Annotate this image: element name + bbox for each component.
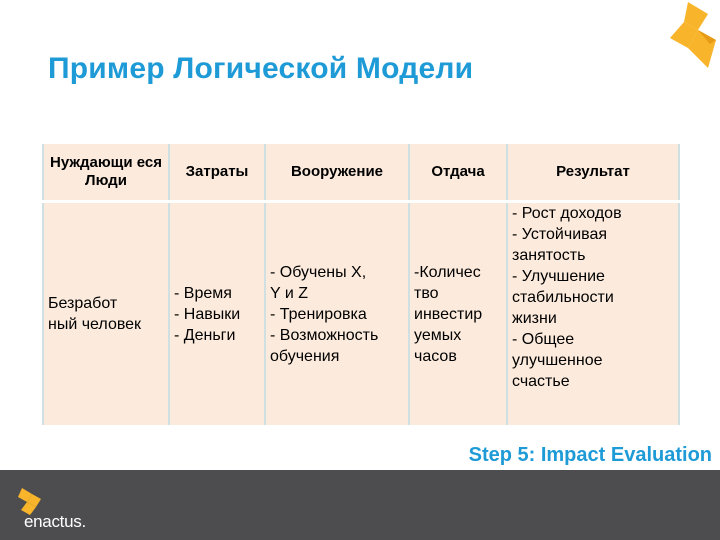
cell-outputs	[409, 202, 507, 426]
cell-line: ный человек	[48, 316, 142, 333]
cell-line: обучения	[270, 347, 340, 365]
cell-line: инвестир	[414, 305, 483, 323]
cell-line: - Деньги	[174, 326, 236, 344]
header-people-in-need: Нуждающи еся Люди	[43, 144, 169, 202]
enactus-logo-icon	[640, 0, 720, 80]
cell-line: счастье	[512, 373, 570, 390]
cell-line: - Рост доходов	[512, 205, 622, 222]
cell-line: жизни	[512, 310, 557, 327]
step-label: Step 5: Impact Evaluation	[468, 444, 712, 466]
header-activities: Вооружение	[265, 144, 409, 202]
cell-line: - Устойчивая	[512, 226, 608, 243]
cell-line: Безработ	[48, 295, 118, 312]
cell-line: - Навыки	[174, 305, 241, 323]
cell-people-in-need	[43, 202, 169, 426]
cell-line: уемых	[414, 326, 462, 344]
brand-wordmark: enactus.	[24, 512, 86, 531]
cell-outcomes	[507, 202, 679, 426]
cell-line: улучшенное	[512, 352, 603, 369]
header-outputs: Отдача	[409, 144, 507, 202]
table-row	[43, 202, 679, 426]
cell-line: -Количес	[414, 263, 481, 281]
cell-line: - Тренировка	[270, 305, 367, 323]
cell-line: стабильности	[512, 289, 614, 306]
cell-line: - Общее	[512, 331, 575, 348]
cell-line: Y и Z	[270, 284, 308, 302]
cell-line: - Время	[174, 284, 232, 302]
cell-line: занятость	[512, 247, 586, 264]
cell-line: тво	[414, 284, 439, 302]
cell-line: - Возможность	[270, 326, 379, 344]
footer-bar	[0, 470, 720, 540]
cell-line: - Улучшение	[512, 268, 605, 285]
cell-line: часов	[414, 347, 457, 365]
cell-line: - Обучены X,	[270, 263, 367, 281]
cell-activities	[265, 202, 409, 426]
slide-title: Пример Логической Модели	[48, 52, 474, 85]
table-header-row	[43, 144, 679, 202]
header-inputs: Затраты	[169, 144, 265, 202]
cell-inputs	[169, 202, 265, 426]
logic-model-table	[42, 144, 680, 425]
header-outcomes: Результат	[507, 144, 679, 202]
